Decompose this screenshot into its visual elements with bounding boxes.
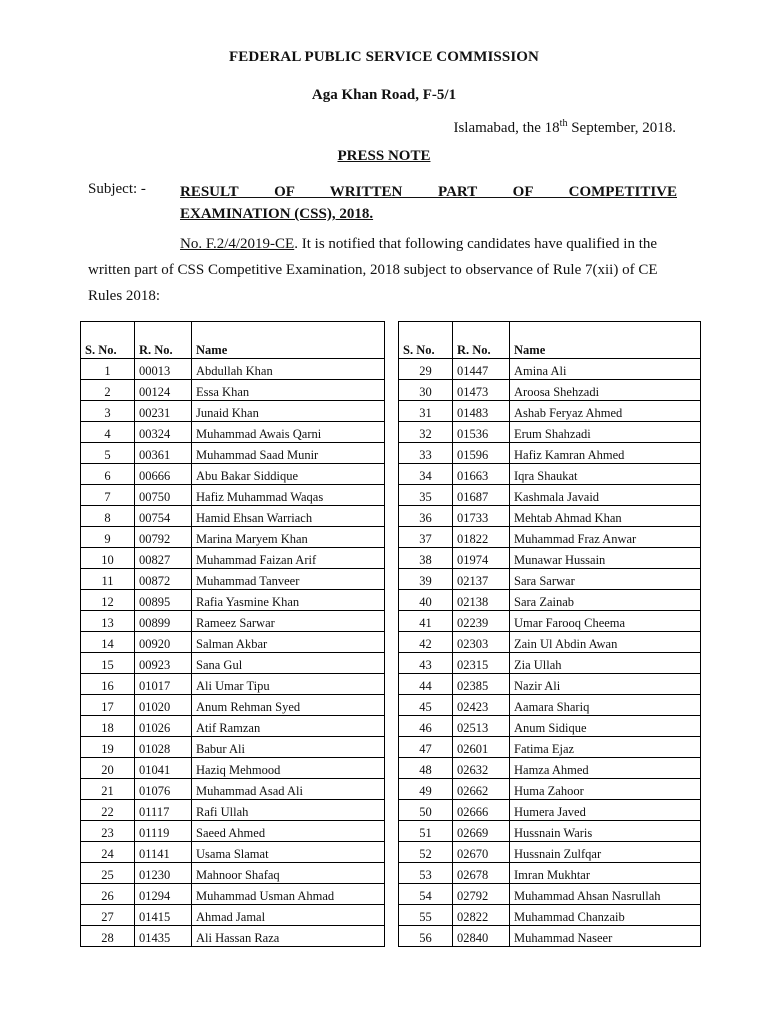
cell-rno: 00666 [135,464,192,485]
cell-sno: 39 [399,569,453,590]
cell-sno: 7 [81,485,135,506]
table-row [81,926,385,947]
cell-name: Abu Bakar Siddique [192,464,385,485]
cell-name: Sara Sarwar [510,569,701,590]
cell-name: Ashab Feryaz Ahmed [510,401,701,422]
cell-sno: 45 [399,695,453,716]
cell-rno: 01230 [135,863,192,884]
cell-rno: 00013 [135,359,192,380]
cell-sno: 23 [81,821,135,842]
table-row [399,842,701,863]
cell-name: Haziq Mehmood [192,758,385,779]
cell-name: Atif Ramzan [192,716,385,737]
table-row [399,443,701,464]
table-row [399,779,701,800]
cell-rno: 02669 [453,821,510,842]
table-row [81,611,385,632]
table-row [81,884,385,905]
cell-sno: 19 [81,737,135,758]
cell-name: Muhammad Naseer [510,926,701,947]
cell-sno: 1 [81,359,135,380]
table-row [81,905,385,926]
cell-rno: 01041 [135,758,192,779]
cell-name: Ahmad Jamal [192,905,385,926]
cell-name: Anum Rehman Syed [192,695,385,716]
cell-sno: 20 [81,758,135,779]
cell-name: Saeed Ahmed [192,821,385,842]
table-row [399,674,701,695]
cell-sno: 47 [399,737,453,758]
cell-rno: 01596 [453,443,510,464]
table-row [81,842,385,863]
cell-rno: 01119 [135,821,192,842]
cell-rno: 00324 [135,422,192,443]
date-prefix: Islamabad, the 18 [453,120,560,136]
cell-name: Muhammad Ahsan Nasrullah [510,884,701,905]
cell-name: Hamid Ehsan Warriach [192,506,385,527]
header-name: Name [510,322,701,359]
cell-rno: 02840 [453,926,510,947]
table-row [399,464,701,485]
cell-rno: 00872 [135,569,192,590]
cell-name: Muhammad Saad Munir [192,443,385,464]
cell-rno: 00827 [135,548,192,569]
reference-number: No. F.2/4/2019-CE [180,236,295,252]
table-row [81,716,385,737]
cell-sno: 49 [399,779,453,800]
table-row [399,884,701,905]
cell-name: Marina Maryem Khan [192,527,385,548]
cell-rno: 01974 [453,548,510,569]
notice-body [88,231,678,309]
results-table-left [80,321,385,947]
table-row [399,926,701,947]
cell-sno: 37 [399,527,453,548]
header-rno: R. No. [135,322,192,359]
cell-rno: 02822 [453,905,510,926]
cell-rno: 00923 [135,653,192,674]
cell-sno: 41 [399,611,453,632]
table-row [81,485,385,506]
table-row [399,359,701,380]
cell-sno: 48 [399,758,453,779]
table-row [81,380,385,401]
cell-sno: 40 [399,590,453,611]
cell-name: Hussnain Zulfqar [510,842,701,863]
cell-sno: 27 [81,905,135,926]
cell-name: Kashmala Javaid [510,485,701,506]
header-sno: S. No. [81,322,135,359]
cell-rno: 01026 [135,716,192,737]
cell-name: Rameez Sarwar [192,611,385,632]
table-row [81,569,385,590]
cell-sno: 55 [399,905,453,926]
cell-name: Iqra Shaukat [510,464,701,485]
table-row [81,821,385,842]
cell-rno: 01020 [135,695,192,716]
cell-name: Mahnoor Shafaq [192,863,385,884]
cell-sno: 51 [399,821,453,842]
table-row [81,695,385,716]
cell-sno: 17 [81,695,135,716]
cell-rno: 01435 [135,926,192,947]
cell-sno: 44 [399,674,453,695]
subject-text [180,181,677,225]
cell-rno: 01028 [135,737,192,758]
cell-sno: 9 [81,527,135,548]
cell-name: Zia Ullah [510,653,701,674]
table-row [399,506,701,527]
table-row [399,590,701,611]
table-row [399,905,701,926]
cell-name: Hamza Ahmed [510,758,701,779]
cell-name: Imran Mukhtar [510,863,701,884]
cell-sno: 2 [81,380,135,401]
cell-sno: 25 [81,863,135,884]
cell-rno: 00895 [135,590,192,611]
cell-sno: 43 [399,653,453,674]
cell-sno: 6 [81,464,135,485]
cell-rno: 01447 [453,359,510,380]
cell-rno: 00231 [135,401,192,422]
cell-rno: 00750 [135,485,192,506]
table-row [81,863,385,884]
cell-name: Hafiz Muhammad Waqas [192,485,385,506]
results-table-right [398,321,701,947]
table-row [81,401,385,422]
organization-title: FEDERAL PUBLIC SERVICE COMMISSION [229,49,539,65]
cell-sno: 56 [399,926,453,947]
table-row [81,632,385,653]
cell-sno: 24 [81,842,135,863]
table-row [81,653,385,674]
cell-sno: 38 [399,548,453,569]
table-row [81,422,385,443]
cell-rno: 01733 [453,506,510,527]
cell-name: Nazir Ali [510,674,701,695]
cell-rno: 02670 [453,842,510,863]
cell-name: Usama Slamat [192,842,385,863]
cell-name: Rafi Ullah [192,800,385,821]
table-row [399,758,701,779]
cell-name: Muhammad Faizan Arif [192,548,385,569]
cell-name: Aroosa Shehzadi [510,380,701,401]
table-row [81,506,385,527]
cell-sno: 11 [81,569,135,590]
subject-line-1: RESULT OF WRITTEN PART OF COMPETITIVE [180,184,677,200]
table-header-row [399,322,701,359]
cell-name: Hafiz Kamran Ahmed [510,443,701,464]
table-row [399,653,701,674]
cell-name: Hussnain Waris [510,821,701,842]
cell-sno: 29 [399,359,453,380]
cell-sno: 5 [81,443,135,464]
header-rno: R. No. [453,322,510,359]
cell-name: Muhammad Asad Ali [192,779,385,800]
cell-sno: 3 [81,401,135,422]
notice-text: . It is notified that following candidates have qualified in the written part of CSS Competitive Examination, 2018 subject to observance of Rule 7(xii) of CE Rules 2018: [88,236,658,304]
cell-rno: 02239 [453,611,510,632]
table-row [81,758,385,779]
cell-sno: 32 [399,422,453,443]
cell-name: Munawar Hussain [510,548,701,569]
cell-rno: 02137 [453,569,510,590]
cell-rno: 02385 [453,674,510,695]
cell-name: Huma Zahoor [510,779,701,800]
cell-rno: 01415 [135,905,192,926]
cell-sno: 46 [399,716,453,737]
cell-name: Junaid Khan [192,401,385,422]
cell-sno: 28 [81,926,135,947]
cell-sno: 18 [81,716,135,737]
table-row [81,737,385,758]
cell-sno: 10 [81,548,135,569]
table-row [81,359,385,380]
cell-sno: 30 [399,380,453,401]
cell-rno: 01687 [453,485,510,506]
table-row [399,485,701,506]
table-row [399,569,701,590]
cell-sno: 36 [399,506,453,527]
table-row [81,527,385,548]
cell-rno: 02666 [453,800,510,821]
cell-sno: 50 [399,800,453,821]
table-row [399,695,701,716]
cell-name: Umar Farooq Cheema [510,611,701,632]
cell-rno: 00792 [135,527,192,548]
cell-rno: 02678 [453,863,510,884]
cell-rno: 01294 [135,884,192,905]
cell-name: Muhammad Tanveer [192,569,385,590]
table-row [399,800,701,821]
table-row [399,422,701,443]
header-name: Name [192,322,385,359]
cell-rno: 00361 [135,443,192,464]
cell-name: Mehtab Ahmad Khan [510,506,701,527]
cell-sno: 33 [399,443,453,464]
cell-name: Babur Ali [192,737,385,758]
cell-rno: 02138 [453,590,510,611]
cell-sno: 8 [81,506,135,527]
table-row [399,737,701,758]
cell-rno: 02662 [453,779,510,800]
cell-rno: 02792 [453,884,510,905]
cell-name: Amina Ali [510,359,701,380]
cell-sno: 31 [399,401,453,422]
table-header-row [81,322,385,359]
header-sno: S. No. [399,322,453,359]
cell-rno: 01017 [135,674,192,695]
cell-name: Salman Akbar [192,632,385,653]
cell-name: Essa Khan [192,380,385,401]
cell-name: Aamara Shariq [510,695,701,716]
cell-rno: 01483 [453,401,510,422]
cell-rno: 02601 [453,737,510,758]
cell-name: Muhammad Chanzaib [510,905,701,926]
table-row [399,611,701,632]
table-row [81,548,385,569]
cell-sno: 52 [399,842,453,863]
cell-name: Ali Umar Tipu [192,674,385,695]
cell-sno: 21 [81,779,135,800]
cell-sno: 26 [81,884,135,905]
press-note-title: PRESS NOTE [337,148,431,164]
cell-rno: 01076 [135,779,192,800]
cell-sno: 42 [399,632,453,653]
cell-sno: 14 [81,632,135,653]
table-row [399,632,701,653]
cell-rno: 01663 [453,464,510,485]
cell-sno: 12 [81,590,135,611]
cell-name: Anum Sidique [510,716,701,737]
cell-name: Sana Gul [192,653,385,674]
cell-rno: 01473 [453,380,510,401]
table-row [81,443,385,464]
cell-name: Humera Javed [510,800,701,821]
cell-sno: 54 [399,884,453,905]
cell-name: Rafia Yasmine Khan [192,590,385,611]
cell-rno: 02423 [453,695,510,716]
date-superscript: th [559,118,568,129]
cell-rno: 02513 [453,716,510,737]
cell-name: Muhammad Usman Ahmad [192,884,385,905]
date-line [453,118,676,137]
cell-sno: 15 [81,653,135,674]
table-row [81,464,385,485]
cell-rno: 01536 [453,422,510,443]
cell-rno: 02315 [453,653,510,674]
table-row [399,548,701,569]
cell-rno: 00899 [135,611,192,632]
cell-sno: 35 [399,485,453,506]
table-row [81,779,385,800]
cell-name: Fatima Ejaz [510,737,701,758]
table-row [399,863,701,884]
table-row [399,716,701,737]
cell-rno: 01141 [135,842,192,863]
cell-name: Zain Ul Abdin Awan [510,632,701,653]
table-row [399,527,701,548]
cell-rno: 00124 [135,380,192,401]
cell-name: Muhammad Fraz Anwar [510,527,701,548]
table-row [399,401,701,422]
cell-rno: 01822 [453,527,510,548]
table-row [81,800,385,821]
cell-name: Muhammad Awais Qarni [192,422,385,443]
cell-rno: 00920 [135,632,192,653]
date-suffix: September, 2018. [567,120,676,136]
table-row [399,380,701,401]
cell-sno: 53 [399,863,453,884]
cell-name: Erum Shahzadi [510,422,701,443]
cell-name: Sara Zainab [510,590,701,611]
table-row [399,821,701,842]
cell-sno: 13 [81,611,135,632]
subject-label: Subject: - [88,181,146,197]
cell-sno: 34 [399,464,453,485]
cell-rno: 00754 [135,506,192,527]
table-row [81,674,385,695]
subject-line-2: EXAMINATION (CSS), 2018. [180,206,374,222]
cell-rno: 02632 [453,758,510,779]
cell-rno: 01117 [135,800,192,821]
cell-rno: 02303 [453,632,510,653]
table-row [81,590,385,611]
address-line: Aga Khan Road, F-5/1 [311,87,457,103]
cell-name: Abdullah Khan [192,359,385,380]
cell-sno: 16 [81,674,135,695]
cell-sno: 22 [81,800,135,821]
cell-name: Ali Hassan Raza [192,926,385,947]
cell-sno: 4 [81,422,135,443]
